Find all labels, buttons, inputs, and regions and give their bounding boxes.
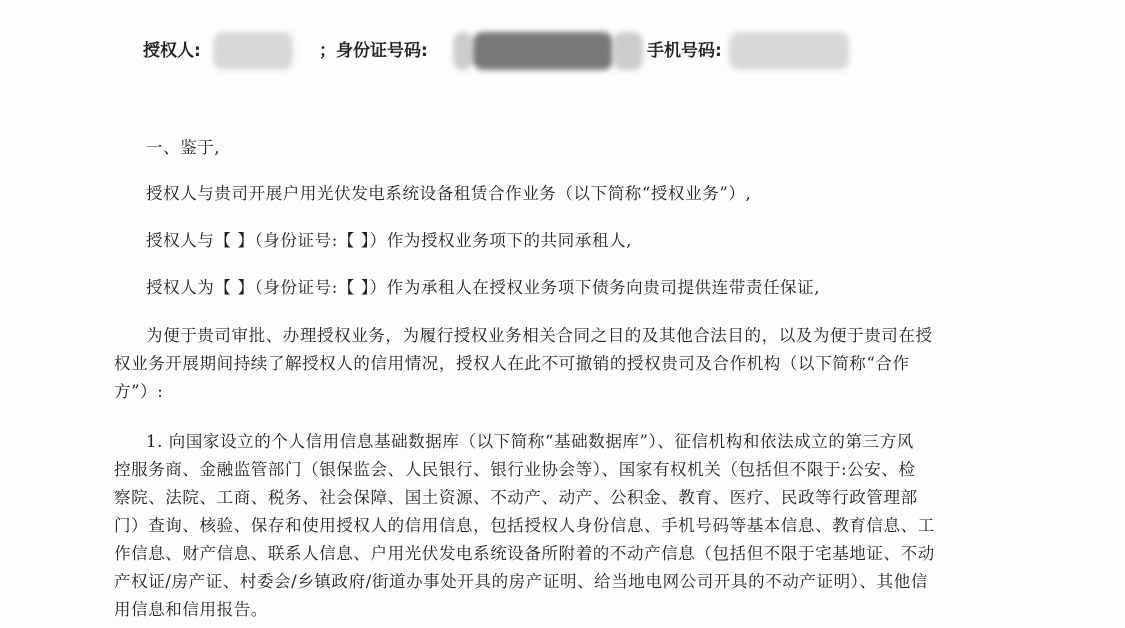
id-number-label: ；身份证号码: bbox=[319, 41, 428, 61]
item1-line-1: 1. 向国家设立的个人信用信息基础数据库（以下简称“基础数据库”）、征信机构和依法成立的第三方风 bbox=[146, 432, 914, 451]
clause-3: 授权人为【 】（身份证号:【 】）作为承租人在授权业务项下债务向贵司提供连带责任保证, bbox=[146, 278, 821, 297]
item1-line-4: 门）查询、核验、保存和使用授权人的信用信息，包括授权人身份信息、手机号码等基本信息、教育信息、工 bbox=[114, 516, 935, 535]
redacted-id-end bbox=[613, 32, 643, 70]
section-heading: 一、鉴于, bbox=[146, 138, 221, 157]
clause-1: 授权人与贵司开展户用光伏发电系统设备租赁合作业务（以下简称“授权业务”）, bbox=[146, 184, 752, 203]
purpose-line-1: 为便于贵司审批、办理授权业务，为履行授权业务相关合同之目的及其他合法目的，以及为便于贵司在授 bbox=[146, 326, 933, 345]
purpose-line-3: 方”）: bbox=[114, 382, 164, 401]
purpose-line-2: 权业务开展期间持续了解授权人的信用情况，授权人在此不可撤销的授权贵司及合作机构（以下简称“合作 bbox=[114, 354, 910, 373]
redacted-id-start bbox=[453, 32, 473, 70]
item1-line-6: 产权证/房产证、村委会/乡镇政府/街道办事处开具的房产证明、给当地电网公司开具的不动产证明）、其他信 bbox=[114, 572, 928, 591]
clause-2: 授权人与【 】（身份证号:【 】）作为授权业务项下的共同承租人, bbox=[146, 231, 632, 250]
redacted-authorizer-name bbox=[213, 32, 293, 70]
authorizer-info-line bbox=[143, 36, 1043, 66]
redacted-id-number bbox=[473, 32, 613, 70]
authorizer-label: 授权人: bbox=[143, 41, 201, 61]
item1-line-5: 作信息、财产信息、联系人信息、户用光伏发电系统设备所附着的不动产信息（包括但不限于宅基地证、不动 bbox=[114, 544, 935, 563]
redacted-phone-number bbox=[729, 32, 849, 70]
phone-label: 手机号码: bbox=[647, 41, 722, 61]
item1-line-7: 用信息和信用报告。 bbox=[114, 600, 268, 619]
item1-line-3: 察院、法院、工商、税务、社会保障、国土资源、不动产、动产、公积金、教育、医疗、民政等行政管理部 bbox=[114, 488, 918, 507]
item1-line-2: 控服务商、金融监管部门（银保监会、人民银行、银行业协会等）、国家有权机关（包括但不限于:公安、检 bbox=[114, 460, 916, 479]
